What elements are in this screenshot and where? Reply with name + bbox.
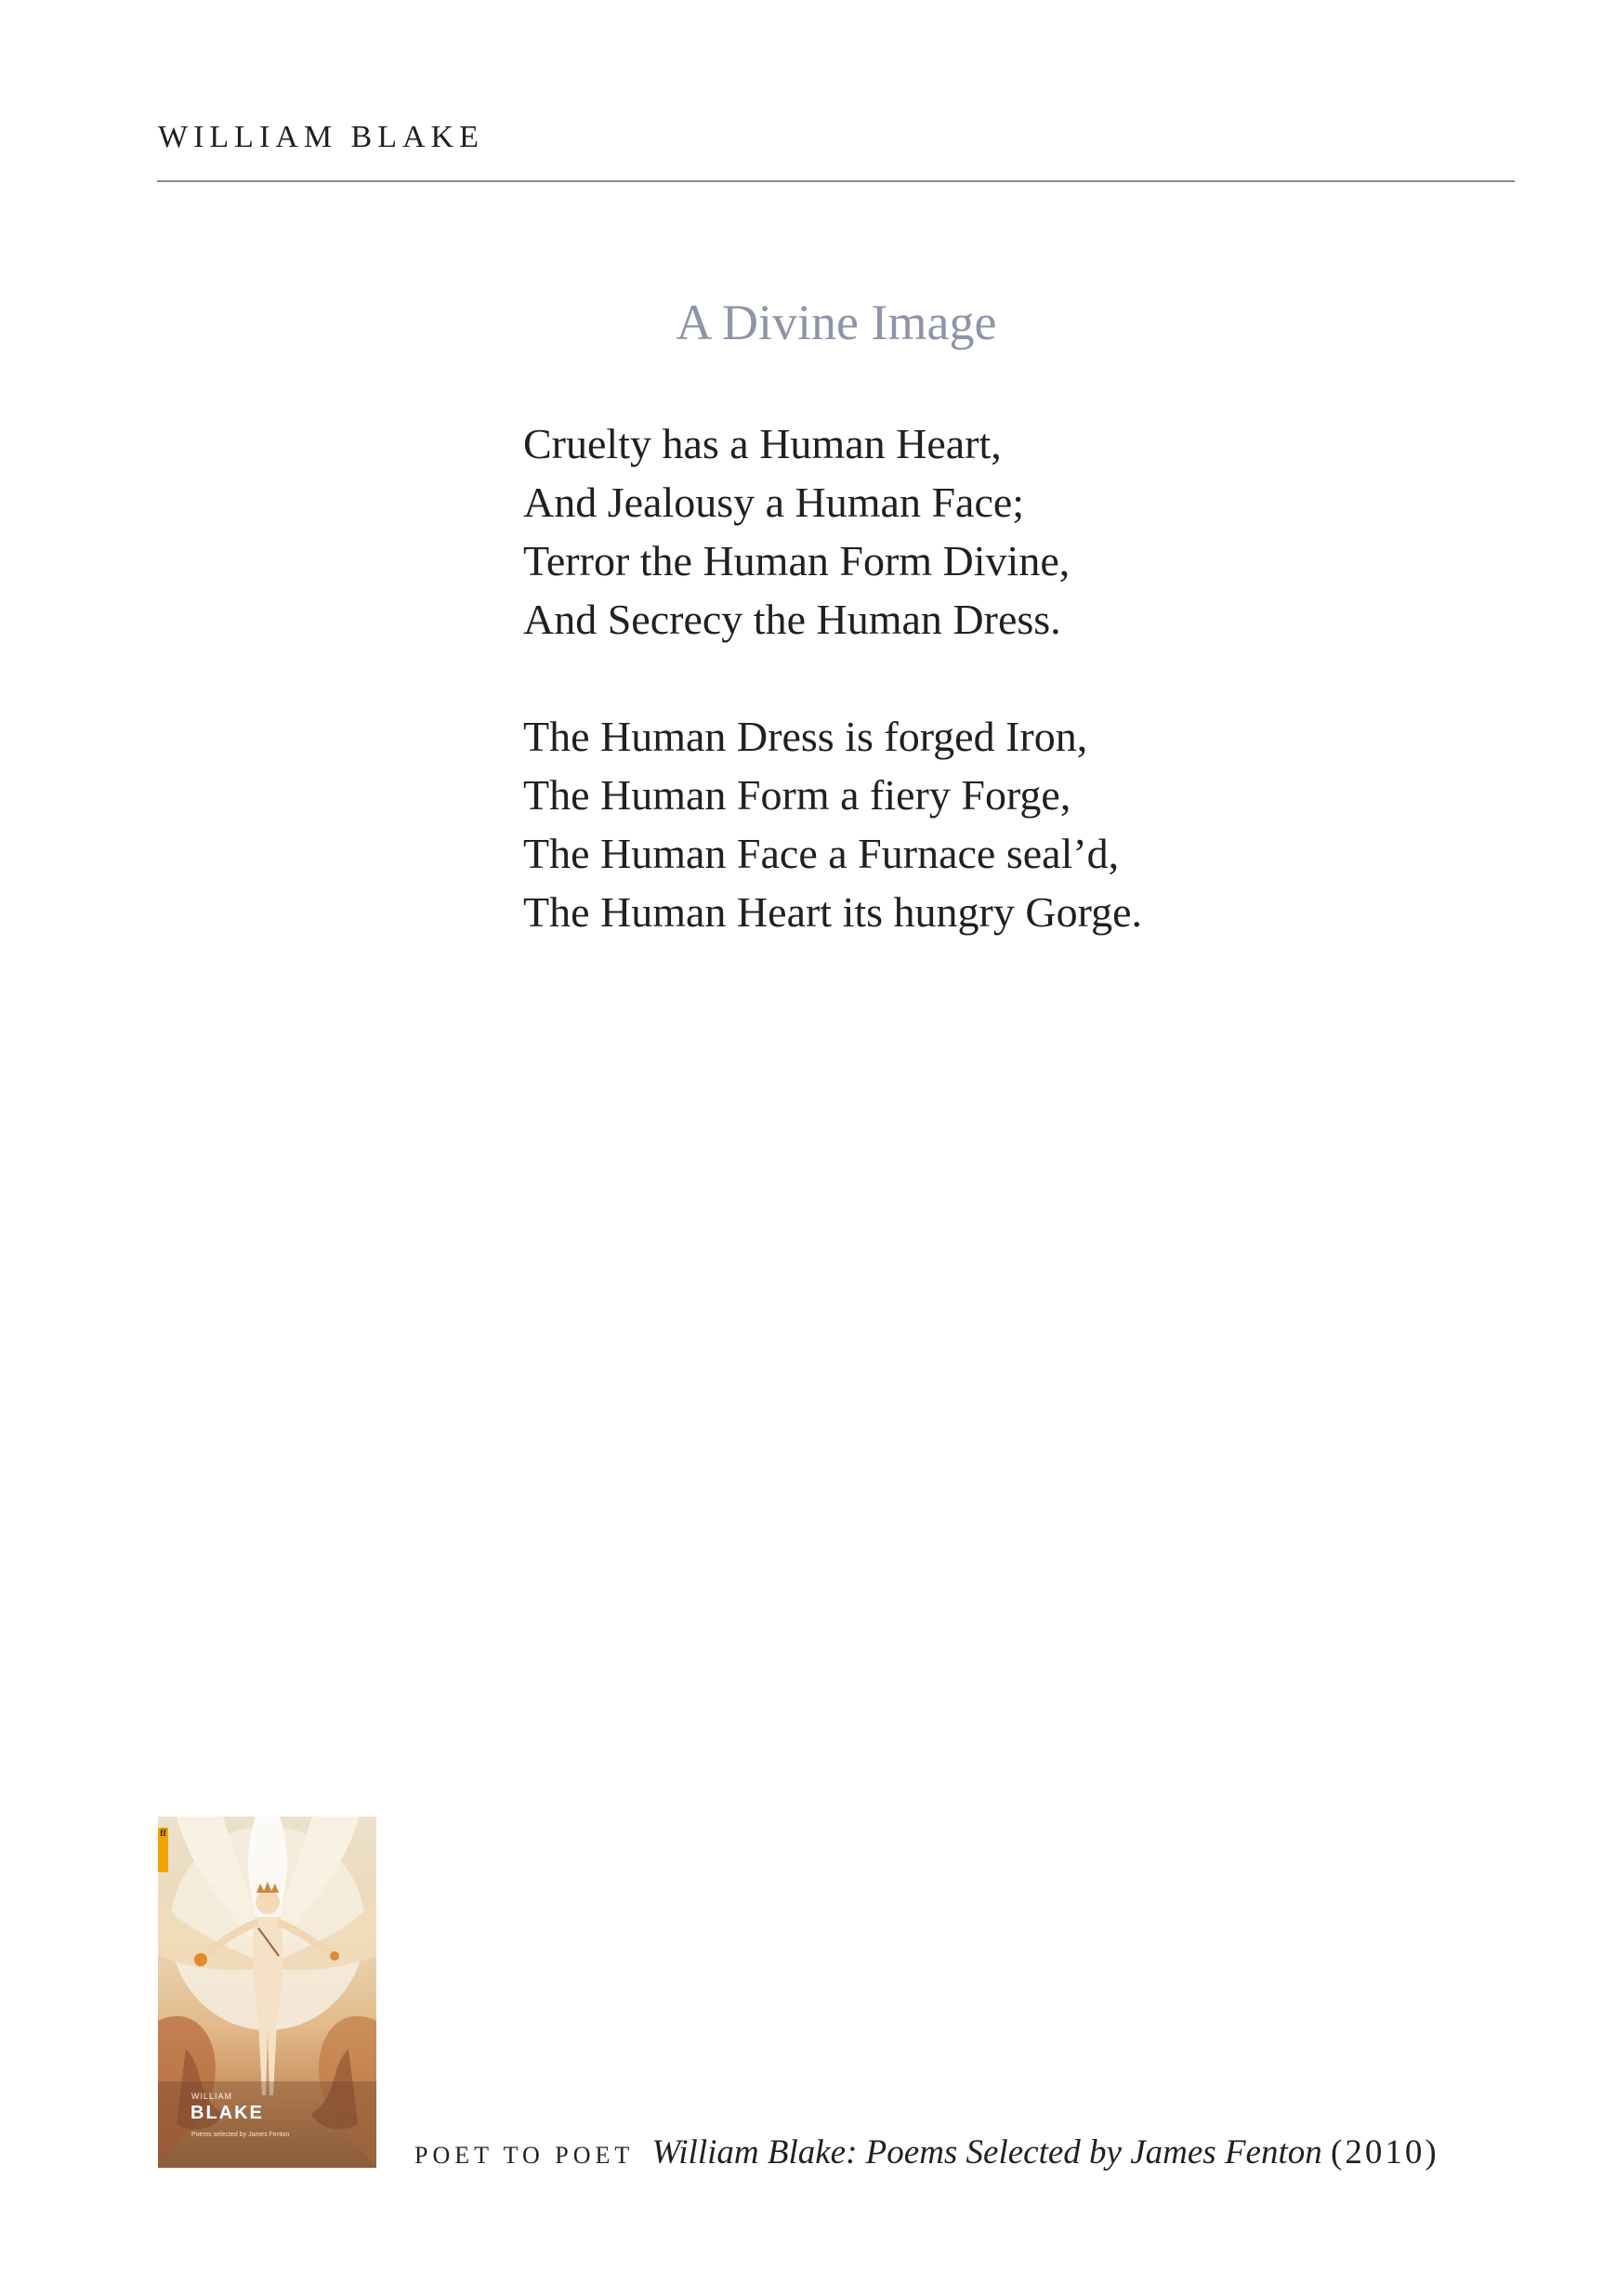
book-cover-image [158, 1817, 376, 2168]
cover-author-first: WILLIAM [191, 2092, 233, 2101]
stanza-2 [523, 707, 1142, 941]
poem-line: And Jealousy a Human Face; [523, 479, 1025, 526]
poem-line: And Secrecy the Human Dress. [523, 596, 1061, 643]
poem-line: The Human Form a fiery Forge, [523, 771, 1071, 819]
running-head: WILLIAM BLAKE [158, 120, 484, 154]
poem-title: A Divine Image [676, 295, 997, 350]
publisher-logo: ff [158, 1828, 168, 1872]
book-title: William Blake: Poems Selected by James Fenton [651, 2133, 1322, 2171]
publication-year: (2010) [1331, 2133, 1439, 2171]
poem-line: The Human Face a Furnace seal’d, [523, 830, 1120, 877]
poem-line: The Human Heart its hungry Gorge. [523, 888, 1142, 936]
poem-line: Cruelty has a Human Heart, [523, 420, 1002, 467]
source-caption [414, 2135, 1439, 2170]
cover-author-last: BLAKE [191, 2103, 264, 2123]
cover-subtitle: Poems selected by James Fenton [191, 2132, 290, 2138]
poem-line: The Human Dress is forged Iron, [523, 713, 1088, 760]
stanza-1 [523, 414, 1070, 649]
poem-line: Terror the Human Form Divine, [523, 537, 1071, 584]
series-label: POET TO POET [414, 2142, 635, 2169]
header-rule [157, 180, 1515, 182]
